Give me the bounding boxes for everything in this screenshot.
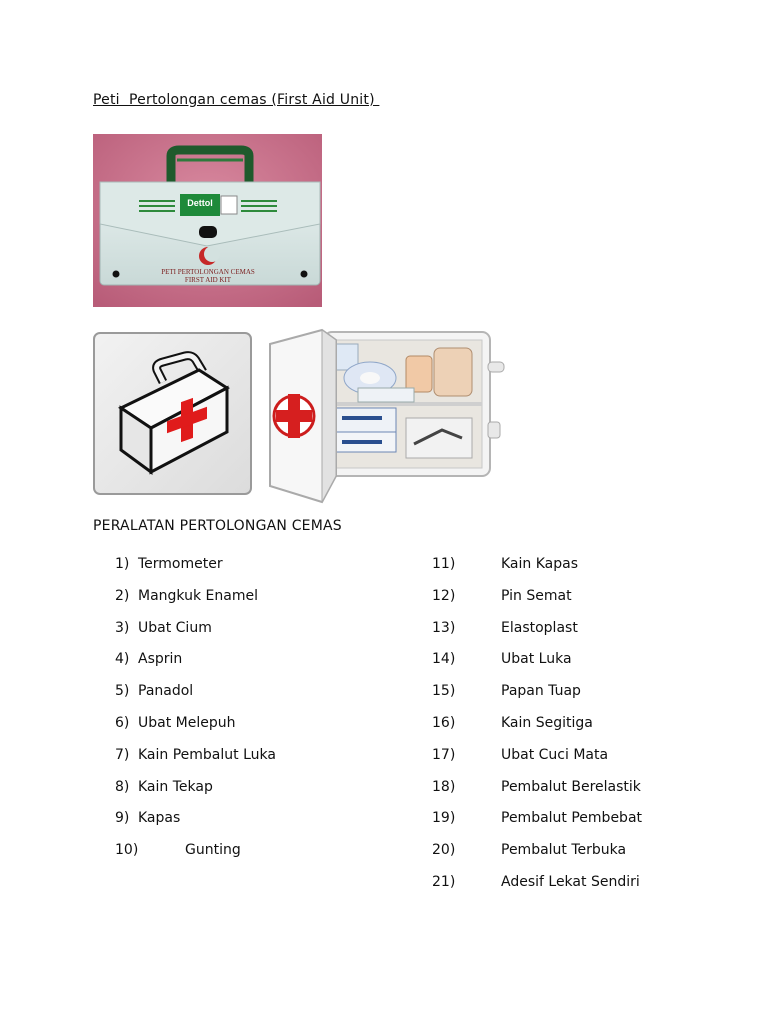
item-number: 14) [432, 651, 456, 668]
item-number: 18) [432, 778, 456, 795]
item-text: Pembalut Berelastik [501, 778, 641, 795]
first-aid-case-icon [93, 332, 252, 495]
item-number: 11) [432, 556, 456, 572]
item-number: 7) [115, 746, 130, 763]
list-item [432, 555, 642, 587]
item-number: 21) [432, 873, 456, 890]
list-item [115, 746, 276, 778]
item-text: Ubat Melepuh [138, 714, 236, 731]
item-text: Ubat Cium [138, 619, 212, 636]
list-item [432, 587, 642, 619]
list-item [432, 873, 642, 905]
list-item [115, 555, 276, 587]
item-text: Elastoplast [501, 619, 578, 636]
item-number: 15) [432, 683, 456, 700]
item-text: Pin Semat [501, 587, 572, 604]
list-item [432, 841, 642, 873]
item-text: Gunting [185, 842, 241, 859]
item-number: 5) [115, 683, 130, 700]
item-number: 1) [115, 556, 130, 572]
item-number: 3) [115, 619, 130, 636]
section-heading: PERALATAN PERTOLONGAN CEMAS [93, 518, 342, 534]
list-item [115, 682, 276, 714]
kit-label-line2: FIRST AID KIT [184, 276, 232, 284]
list-item [432, 619, 642, 651]
item-number: 10) [115, 842, 139, 859]
equipment-list-left [115, 555, 276, 873]
item-text: Termometer [138, 556, 223, 572]
list-item [115, 619, 276, 651]
item-text: Panadol [138, 683, 194, 700]
list-item [115, 650, 276, 682]
item-number: 9) [115, 810, 130, 827]
item-text: Kain Segitiga [501, 714, 593, 731]
item-text: Kain Pembalut Luka [138, 746, 276, 763]
first-aid-cabinet-photo [266, 326, 511, 504]
item-text: Mangkuk Enamel [138, 587, 258, 604]
list-item [432, 746, 642, 778]
list-item [115, 841, 276, 873]
item-number: 12) [432, 587, 456, 604]
list-item [432, 809, 642, 841]
item-text: Papan Tuap [501, 683, 581, 700]
item-number: 2) [115, 587, 130, 604]
item-text: Ubat Luka [501, 651, 572, 668]
item-number: 16) [432, 714, 456, 731]
list-item [115, 714, 276, 746]
item-number: 20) [432, 842, 456, 859]
list-item [432, 778, 642, 810]
item-number: 19) [432, 810, 456, 827]
item-number: 6) [115, 714, 130, 731]
item-text: Asprin [138, 651, 183, 668]
kit-label-line1: PETI PERTOLONGAN CEMAS [161, 268, 255, 276]
equipment-list-right [432, 555, 642, 905]
list-item [432, 714, 642, 746]
list-item [432, 682, 642, 714]
item-number: 4) [115, 651, 130, 668]
item-number: 17) [432, 746, 456, 763]
list-item [115, 809, 276, 841]
list-item [432, 650, 642, 682]
item-number: 8) [115, 778, 130, 795]
list-item [115, 587, 276, 619]
item-text: Pembalut Pembebat [501, 810, 643, 827]
item-text: Kapas [138, 810, 181, 827]
page-title: Peti Pertolongan cemas (First Aid Unit) [93, 92, 380, 108]
item-text: Kain Tekap [138, 778, 213, 795]
item-text: Pembalut Terbuka [501, 842, 627, 859]
item-text: Ubat Cuci Mata [501, 746, 609, 763]
list-item [115, 778, 276, 810]
item-text: Kain Kapas [501, 556, 578, 572]
item-text: Adesif Lekat Sendiri [501, 873, 640, 890]
item-number: 13) [432, 619, 456, 636]
dettol-brand-text: Dettol [187, 198, 213, 208]
first-aid-kit-photo [93, 134, 322, 307]
